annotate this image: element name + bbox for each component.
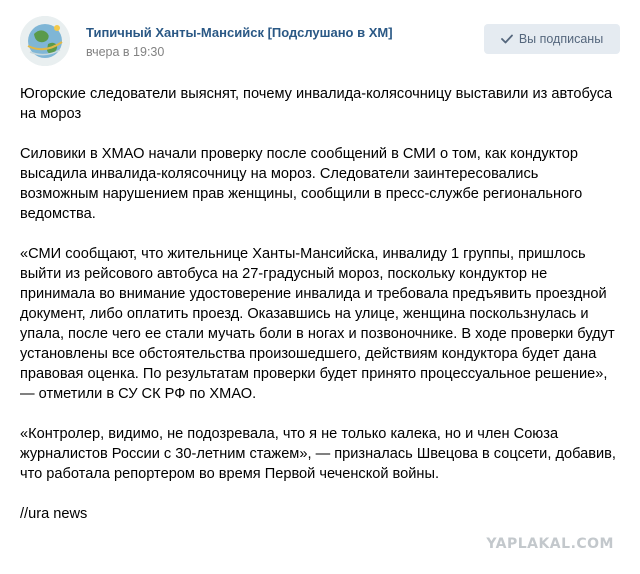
check-icon [501,34,513,44]
subscribed-button-label: Вы подписаны [518,32,604,46]
post-paragraph: Силовики в ХМАО начали проверку после сообщений в СМИ о том, как кондуктор высадила инвалида-колясочницу на мороз. Следователи заинтересовались возможным нарушением прав женщины, сообщили в пресс-службе регионального ведомства. [20,146,583,222]
site-watermark: YAPLAKAL.COM [486,536,614,552]
post-header [20,16,624,72]
post-paragraph: «СМИ сообщают, что жительнице Ханты-Мансийска, инвалиду 1 группы, пришлось выйти из рейсового автобуса на 27-градусный мороз, поскольку кондуктор не принимала во внимание удостоверение инвалида и требовала предъявить проездной документ, либо оплатить проезд. Оказавшись на улице, женщина поскользнулась и упала, после чего ее стали мучать боли в ногах и позвоночнике. В ходе проверки будут установлены все обстоятельства произошедшего, действиям кондуктора будет дана правовая оценка. По результатам проверки будет принято процессуальное решение», — отметили в СУ СК РФ по ХМАО. [20,246,615,402]
post-source: //ura news [20,506,88,522]
post-date-link[interactable]: вчера в 19:30 [86,45,165,59]
post-paragraph: «Контролер, видимо, не подозревала, что я не только калека, но и член Союза журналистов России с 30-летним стажем», — призналась Швецова в соцсети, добавив, что работала репортером во время Первой чеченской войны. [20,426,616,482]
post-paragraph: Югорские следователи выяснят, почему инвалида-колясочницу выставили из автобуса на мороз [20,86,613,122]
globe-logo-icon [20,16,70,66]
post-text [20,84,620,544]
group-avatar[interactable] [20,16,70,66]
group-name-link[interactable]: Типичный Ханты-Мансийск [Подслушано в ХМ] [86,25,393,40]
subscribed-button[interactable] [484,24,620,54]
